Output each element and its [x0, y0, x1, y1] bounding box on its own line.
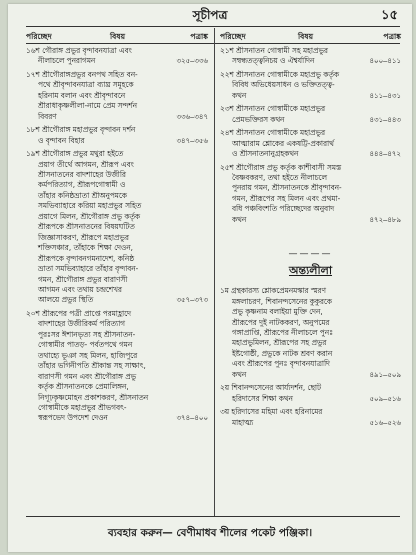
- toc-entry: [26, 70, 208, 122]
- toc-entry-line: ২৪শ শ্রীসনাতন গোস্বামীকে মহাপ্রভুর: [220, 128, 325, 138]
- left-subject-heading: বিষয়: [110, 32, 126, 41]
- toc-entry-page: ৩৭৪—৪০০: [176, 414, 208, 423]
- toc-entry-page: ৩৩৬—৩৪৭: [176, 112, 208, 121]
- toc-entry-line: জিজ্ঞাসাকরণ, শ্রীরূপে মহাপ্রভুর: [38, 232, 129, 242]
- toc-entry-line: গমন, শ্রীগৌরাঙ্গ প্রভুর বারাণসী: [38, 274, 128, 284]
- antya-entries: [220, 286, 401, 428]
- right-column-headings: [220, 31, 401, 43]
- madhya-entries: [220, 46, 401, 225]
- toc-entry: [220, 383, 401, 404]
- toc-entry-page: ৪৩১—৪৪৩: [369, 115, 401, 124]
- header-rule: [26, 26, 400, 27]
- toc-entry-line: বিবরণ: [38, 111, 57, 121]
- toc-entry-line: বৈষ্ণবকরণ, তথা হইতে নীলাচলে: [232, 172, 327, 182]
- toc-entry-page: ৩৪৭—৩৫৬: [176, 136, 208, 145]
- toc-entry-line: মহাপ্রভুমিলন, শ্রীরূপের সহ প্রভুর: [232, 338, 327, 348]
- toc-entry-line: স্বরূপভেদ উপদেশ দেওন: [38, 413, 108, 423]
- toc-entry-line: কথন: [232, 90, 247, 100]
- toc-entry-line: মাহাত্ম্য: [232, 417, 254, 427]
- toc-entry-line: ২০শ শ্রীরূপের পত্রী প্রাপ্তে পরমাহ্লাদে: [26, 308, 131, 318]
- book-page: [8, 4, 412, 552]
- toc-entry: [220, 70, 401, 101]
- left-column-headings: [26, 31, 208, 43]
- toc-entry-line: মঙ্গলাচরণ, শিবানন্দসেনের কুকুরকে: [232, 296, 332, 306]
- toc-entry-line: গমন, শ্রীরূপের সহ মিলন এবং প্রথমা-: [232, 193, 341, 203]
- toc-entry-line: শ্রীরূপকে বৃন্দাবনগমনাদেশ, কনিষ্ঠ: [38, 253, 134, 263]
- right-subject-heading: বিষয়: [298, 32, 314, 41]
- toc-entry-line: বারাণসী গমন এবং শ্রীগৌরাঙ্গ প্রভু: [38, 371, 137, 381]
- toc-entry: [26, 46, 208, 67]
- toc-entry-line: আলয়ে প্রভুর স্থিতি: [38, 295, 94, 305]
- toc-entry-line: নিগূঢ়কৃষ্ণমোহন প্রকাশকরণ, শ্রীসনাতন: [38, 392, 149, 402]
- toc-entry-page: ৪০০—৪১১: [369, 57, 401, 66]
- toc-entry-line: ১৭শ শ্রীগৌরাঙ্গপ্রভুর বনপথ সহিত বন-: [26, 69, 138, 79]
- toc-entry-line: ২১শ শ্রীসনাতন গোস্বামী সহ মহাপ্রভুর: [220, 46, 328, 55]
- toc-entry-line: শ্রীরূপের দুই নাটককরণ, অনুপমের: [232, 317, 330, 327]
- toc-entry-line: হরিনাম বলান এবং শ্রীবৃন্দাবনে: [38, 90, 126, 100]
- toc-entry-line: পুরঃসর ঈশানভৃত্য সহ শ্রীসনাতন-: [38, 329, 136, 339]
- toc-entry-line: এবং শ্রীরূপের পুনঃ বৃন্দাবনযাত্রাদি: [232, 359, 330, 369]
- toc-entry-page: ৫০৯—৫১৬: [369, 394, 401, 403]
- toc-entry-line: বাদশাহের উজীরিকর্ম পরিত্যাগ: [38, 319, 125, 329]
- toc-entry: [220, 128, 401, 159]
- toc-entry-line: ও বৃন্দাবন বিহার: [38, 135, 85, 145]
- toc-entry-line: ইষ্টগোষ্ঠী, প্রভুকে নাটক শ্রবণ করান: [232, 348, 333, 358]
- toc-entry-line: নীলাচলে পুনরাগমন: [38, 56, 96, 66]
- toc-entry-line: সমভিব্যাহারে করিয়া মহাপ্রভুর সহিত: [38, 201, 142, 211]
- toc-entry-line: ও শ্রীসনাতনানুগ্রহকথন: [232, 149, 299, 159]
- right-page-heading: পত্রাঙ্ক: [383, 32, 401, 41]
- toc-entry: [220, 286, 401, 380]
- column-divider: [214, 28, 215, 516]
- toc-entry-page: ৪১১—৪৩১: [369, 91, 401, 100]
- toc-entry-line: ১৯শ শ্রীগৌরাঙ্গ প্রভুর মথুরা হইতে: [26, 149, 124, 159]
- column-heading-rule: [26, 43, 400, 44]
- footer-rule: [26, 516, 400, 517]
- toc-entry-page: ৩৫৭—৩৭৩: [176, 296, 208, 305]
- toc-entry-line: প্রভু কৃষ্ণনাম বলাইয়া মুক্তি দেন,: [232, 307, 323, 317]
- toc-entry-page: ৫১৬—৫২৬: [369, 418, 401, 427]
- toc-entry: [220, 163, 401, 226]
- left-chapter-heading: পরিচ্ছেদ: [26, 32, 52, 41]
- toc-entry-page: ৪৭২—৪৮৯: [369, 215, 401, 224]
- right-chapter-heading: পরিচ্ছেদ: [220, 32, 246, 41]
- toc-entry-line: শক্তিসঞ্চার, তাঁহাকে শিক্ষা দেওন,: [38, 243, 133, 253]
- toc-entry-page: ৩২৫—৩৩৬: [176, 57, 208, 66]
- toc-entry-line: তাঁহার ভগিনীপতি শ্রীকান্ত সহ সাক্ষাৎ,: [38, 361, 146, 371]
- toc-entry: [26, 309, 208, 424]
- separator: ————: [288, 249, 333, 260]
- toc-entry-line: গোস্বামীর পাতড়- পর্বতপথে গমন: [38, 340, 133, 350]
- toc-entry: [220, 104, 401, 125]
- toc-entry-line: কথন: [232, 214, 247, 224]
- toc-entry-line: শ্রীসনাতনের বাদশাহের উজীরি: [38, 169, 126, 179]
- toc-entry-page: ৪৪৪—৪৭২: [369, 150, 401, 159]
- toc-entry-line: প্রয়াগ তীর্থে আগমন, শ্রীরূপ এবং: [38, 159, 134, 169]
- toc-entry-line: ১৮শ শ্রীগৌরাঙ্গ মহাপ্রভুর বৃন্দাবন দর্শন: [26, 125, 136, 135]
- toc-entry-line: পুনরায় গমন, শ্রীসনাতনকে শ্রীবৃন্দাবন-: [232, 183, 342, 193]
- toc-entry-line: প্রয়াগে মিলন, শ্রীগৌরাঙ্গ প্রভু কর্তৃক: [38, 211, 141, 221]
- toc-entry: [220, 407, 401, 428]
- toc-entry-line: বিবিধ অভিধেয়সাধন ও ভক্তিতত্ত্ব-: [232, 80, 335, 90]
- section-title: অন্ত্যলীলা: [288, 263, 333, 277]
- right-column: [220, 46, 401, 431]
- toc-entry-line: কথন: [232, 369, 247, 379]
- toc-entry-line: পথে শ্রীবৃন্দাবনযাত্রা ব্যাঘ্র সমূহকে: [38, 80, 134, 90]
- footer-advert: ব্যবহার করুন— বেণীমাধব শীলের পকেট পঞ্জিকা।: [107, 527, 313, 539]
- toc-entry-line: তাঁহার কনিষ্ঠভ্রাতা শ্রীঅনুপমকে: [38, 190, 127, 200]
- left-page-heading: পত্রাঙ্ক: [190, 32, 208, 41]
- left-column: [26, 46, 208, 427]
- toc-entry-line: ভ্রাতা সমভিব্যাহারে তাঁহার বৃন্দাবন-: [38, 264, 139, 274]
- page-number: ১৫: [381, 8, 398, 23]
- toc-entry-line: শ্রীরাধাকৃষ্ণলীলা-নামে প্রেম সন্দর্শন: [38, 101, 137, 111]
- toc-entry-line: ২২শ শ্রীসনাতন গোস্বামীকে মহাপ্রভু কর্তৃক: [220, 69, 339, 79]
- toc-entry: [26, 125, 208, 146]
- toc-entry-line: গঙ্গাপ্রাপ্তি, শ্রীরূপের নীলাচলে পুনঃ: [232, 327, 333, 337]
- toc-entry: [220, 46, 401, 67]
- toc-entry-line: সম্বন্ধতত্ত্বনিচয় ও ঐশ্বর্যাদিন: [232, 56, 315, 66]
- toc-entry-line: ১৬শ গৌরাঙ্গ প্রভুর বৃন্দাবনযাত্রা এবং: [26, 46, 132, 55]
- toc-entry-line: কর্মপরিত্যাগ, শ্রীরূপগোস্বামী ও: [38, 180, 126, 190]
- page-title: সূচীপত্র: [192, 8, 228, 22]
- toc-entry-line: ২৩শ শ্রীসনাতন গোস্বামীকে মহাপ্রভুর: [220, 104, 325, 114]
- toc-entry-line: আত্মারাম শ্লোকের একষট্টি-প্রকারার্থ: [232, 138, 334, 148]
- toc-entry-line: ১ম গ্রন্থকারস্য শ্লোকপ্রেমনমস্কার স্মরণ: [220, 286, 326, 296]
- toc-entry-line: কর্তৃক শ্রীসনাতনকে প্রেমালিঙ্গন,: [38, 382, 129, 392]
- toc-entry-line: শ্রীরূপকে শ্রীসনাতনের বিষয়ঘটিত: [38, 222, 135, 232]
- toc-entry-page: ৪৯১—৫০৯: [369, 370, 401, 379]
- toc-entry-line: হরিদাসের শিক্ষা কথন: [232, 393, 293, 403]
- toc-entry-line: গোস্বামীকে মহাপ্রভুর শ্রীভগবৎ-: [38, 402, 127, 412]
- toc-entry-line: ৩য় হরিদাসের মহিমা এবং হরিনামের: [220, 407, 323, 417]
- page-header: [8, 4, 412, 24]
- toc-entry-line: প্রেমভক্তিরস কথন: [232, 114, 285, 124]
- toc-entry: [26, 149, 208, 306]
- toc-entry-line: আগমন এবং তথায় চন্দ্রশেখর: [38, 284, 122, 294]
- toc-entry-line: ২৫শ শ্রীগৌরাঙ্গ প্রভু কর্তৃক কাশীবাসী সমস্ত: [220, 162, 342, 172]
- toc-entry-line: ২য় শিবানন্দসেনের আর্য্যদর্শন, ছোট: [220, 383, 321, 393]
- toc-entry-line: বধি পঞ্চবিংশতি পরিচ্ছেদের অনুবাদ: [232, 204, 335, 214]
- toc-entry-line: তথাহ্যে ভূঞা সহ মিলন, হাজিপুরে: [38, 350, 138, 360]
